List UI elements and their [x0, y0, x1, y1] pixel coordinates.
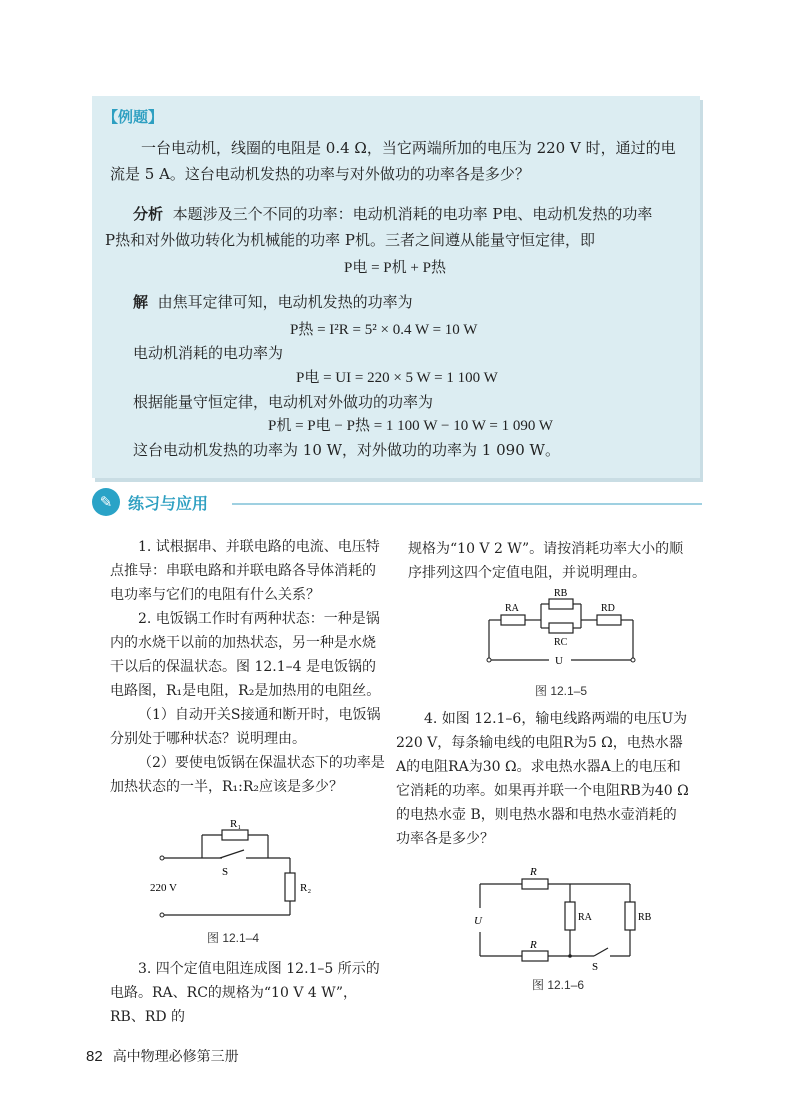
conclusion: 这台电动机发热的功率为 10 W，对外做功的功率为 1 090 W。	[133, 441, 560, 459]
analysis-line-2: P热和对外做功转化为机械能的功率 P机。三者之间遵从能量守恒定律，即	[105, 231, 595, 249]
solution-text-1: 由焦耳定律可知，电动机发热的功率为	[157, 293, 413, 311]
formula-heat: P热 = I²R = 5² × 0.4 W = 10 W	[290, 322, 478, 338]
formula-mech: P机 = P电 − P热 = 1 100 W − 10 W = 1 090 W	[268, 418, 553, 434]
right-column-top	[408, 537, 688, 585]
section-divider	[232, 503, 702, 505]
fig6-label-s: S	[592, 961, 599, 973]
page-number: 82	[86, 1048, 103, 1065]
fig6-label-rb: RB	[638, 912, 652, 923]
resistor-rb	[549, 599, 573, 609]
question-1: 1. 试根据串、并联电路的电流、电压特点推导：串联电路和并联电路各导体消耗的电功率与它们的电阻有什么关系？	[110, 539, 380, 603]
fig4-label-voltage: 220 V	[150, 882, 177, 894]
fig6-caption: 图 12.1–6	[532, 978, 585, 992]
analysis-label: 分析	[133, 205, 164, 223]
fig4-label-r2: R₂	[300, 882, 312, 894]
fig5-label-ra: RA	[505, 603, 519, 614]
book-title: 高中物理必修第三册	[112, 1049, 239, 1065]
fig5-caption: 图 12.1–5	[535, 684, 588, 698]
resistor-ra	[565, 902, 575, 930]
fig5-label-rb: RB	[554, 588, 568, 599]
fig6-label-u: U	[474, 915, 482, 927]
fig5-label-rd: RD	[601, 603, 615, 614]
solution-line-1	[133, 289, 413, 315]
fig5-label-rc: RC	[554, 637, 568, 648]
section-title: 练习与应用	[128, 494, 209, 513]
fig4-label-r1: R₁	[230, 818, 242, 830]
resistor-r1	[222, 830, 248, 840]
page-footer	[86, 1046, 239, 1066]
problem-line-1: 一台电动机，线圈的电阻是 0.4 Ω，当它两端所加的电压为 220 V 时，通过的电	[141, 139, 676, 157]
solution-label: 解	[133, 293, 149, 311]
fig6-label-r-bottom: R	[530, 939, 537, 951]
fig4-label-s: S	[222, 866, 229, 878]
question-4: 4. 如图 12.1–6，输电线路两端的电压U为220 V，每条输电线的电阻R为5 Ω，电热水器A的电阻RA为30 Ω。求电热水器A上的电压和它消耗的功率。如果再并联一个电阻RB为40 Ω的电热水壶 B，则电热水器和电热水壶消耗的功率各是多少？	[396, 711, 689, 847]
solution-line-2: 电动机消耗的电功率为	[133, 344, 284, 362]
resistor-r-top	[522, 879, 548, 889]
formula-elec: P电 = UI = 220 × 5 W = 1 100 W	[296, 370, 498, 386]
fig5-label-u: U	[555, 655, 563, 667]
section-header	[92, 488, 702, 522]
analysis-line-1	[133, 201, 652, 227]
formula-energy: P电 = P机 + P热	[344, 260, 446, 276]
switch-s	[594, 948, 608, 956]
problem-line-2: 流是 5 A。这台电动机发热的功率与对外做功的功率各是多少？	[110, 165, 530, 183]
resistor-rb	[625, 902, 635, 930]
figure-12-1-6	[470, 866, 650, 972]
fig6-label-ra: RA	[578, 912, 592, 923]
example-title: 【例题】	[103, 108, 164, 126]
fig6-label-r-top: R	[530, 866, 537, 878]
question-3: 3. 四个定值电阻连成图 12.1–5 所示的电路。RA、RC的规格为“10 V 4 W”，RB、RD 的	[110, 961, 380, 1025]
fig4-caption: 图 12.1–4	[207, 931, 260, 945]
solution-line-3: 根据能量守恒定律，电动机对外做功的功率为	[133, 393, 434, 411]
question-2-part-2: （2）要使电饭锅在保温状态下的功率是加热状态的一半，R₁:R₂应该是多少？	[110, 755, 385, 795]
question-2-part-1: （1）自动开关S接通和断开时，电饭锅分别处于哪种状态？说明理由。	[110, 707, 381, 747]
resistor-rc	[549, 623, 573, 633]
figure-12-1-5	[483, 590, 643, 670]
right-column-bottom	[396, 707, 690, 851]
resistor-r2	[285, 873, 295, 901]
left-column-bottom	[110, 957, 386, 1029]
left-column-top	[110, 535, 386, 799]
figure-12-1-4	[150, 815, 320, 925]
analysis-text-1: 本题涉及三个不同的功率：电动机消耗的电功率 P电、电动机发热的功率	[172, 205, 653, 223]
resistor-rd	[597, 615, 621, 625]
resistor-ra	[501, 615, 525, 625]
resistor-r-bottom	[522, 951, 548, 961]
question-3-continued: 规格为“10 V 2 W”。请按消耗功率大小的顺序排列这四个定值电阻，并说明理由。	[408, 541, 684, 581]
question-2: 2. 电饭锅工作时有两种状态：一种是锅内的水烧干以前的加热状态，另一种是水烧干以后的保温状态。图 12.1–4 是电饭锅的电路图，R₁是电阻，R₂是加热用的电阻丝。	[110, 611, 381, 699]
exercise-icon: ✎	[92, 488, 120, 516]
